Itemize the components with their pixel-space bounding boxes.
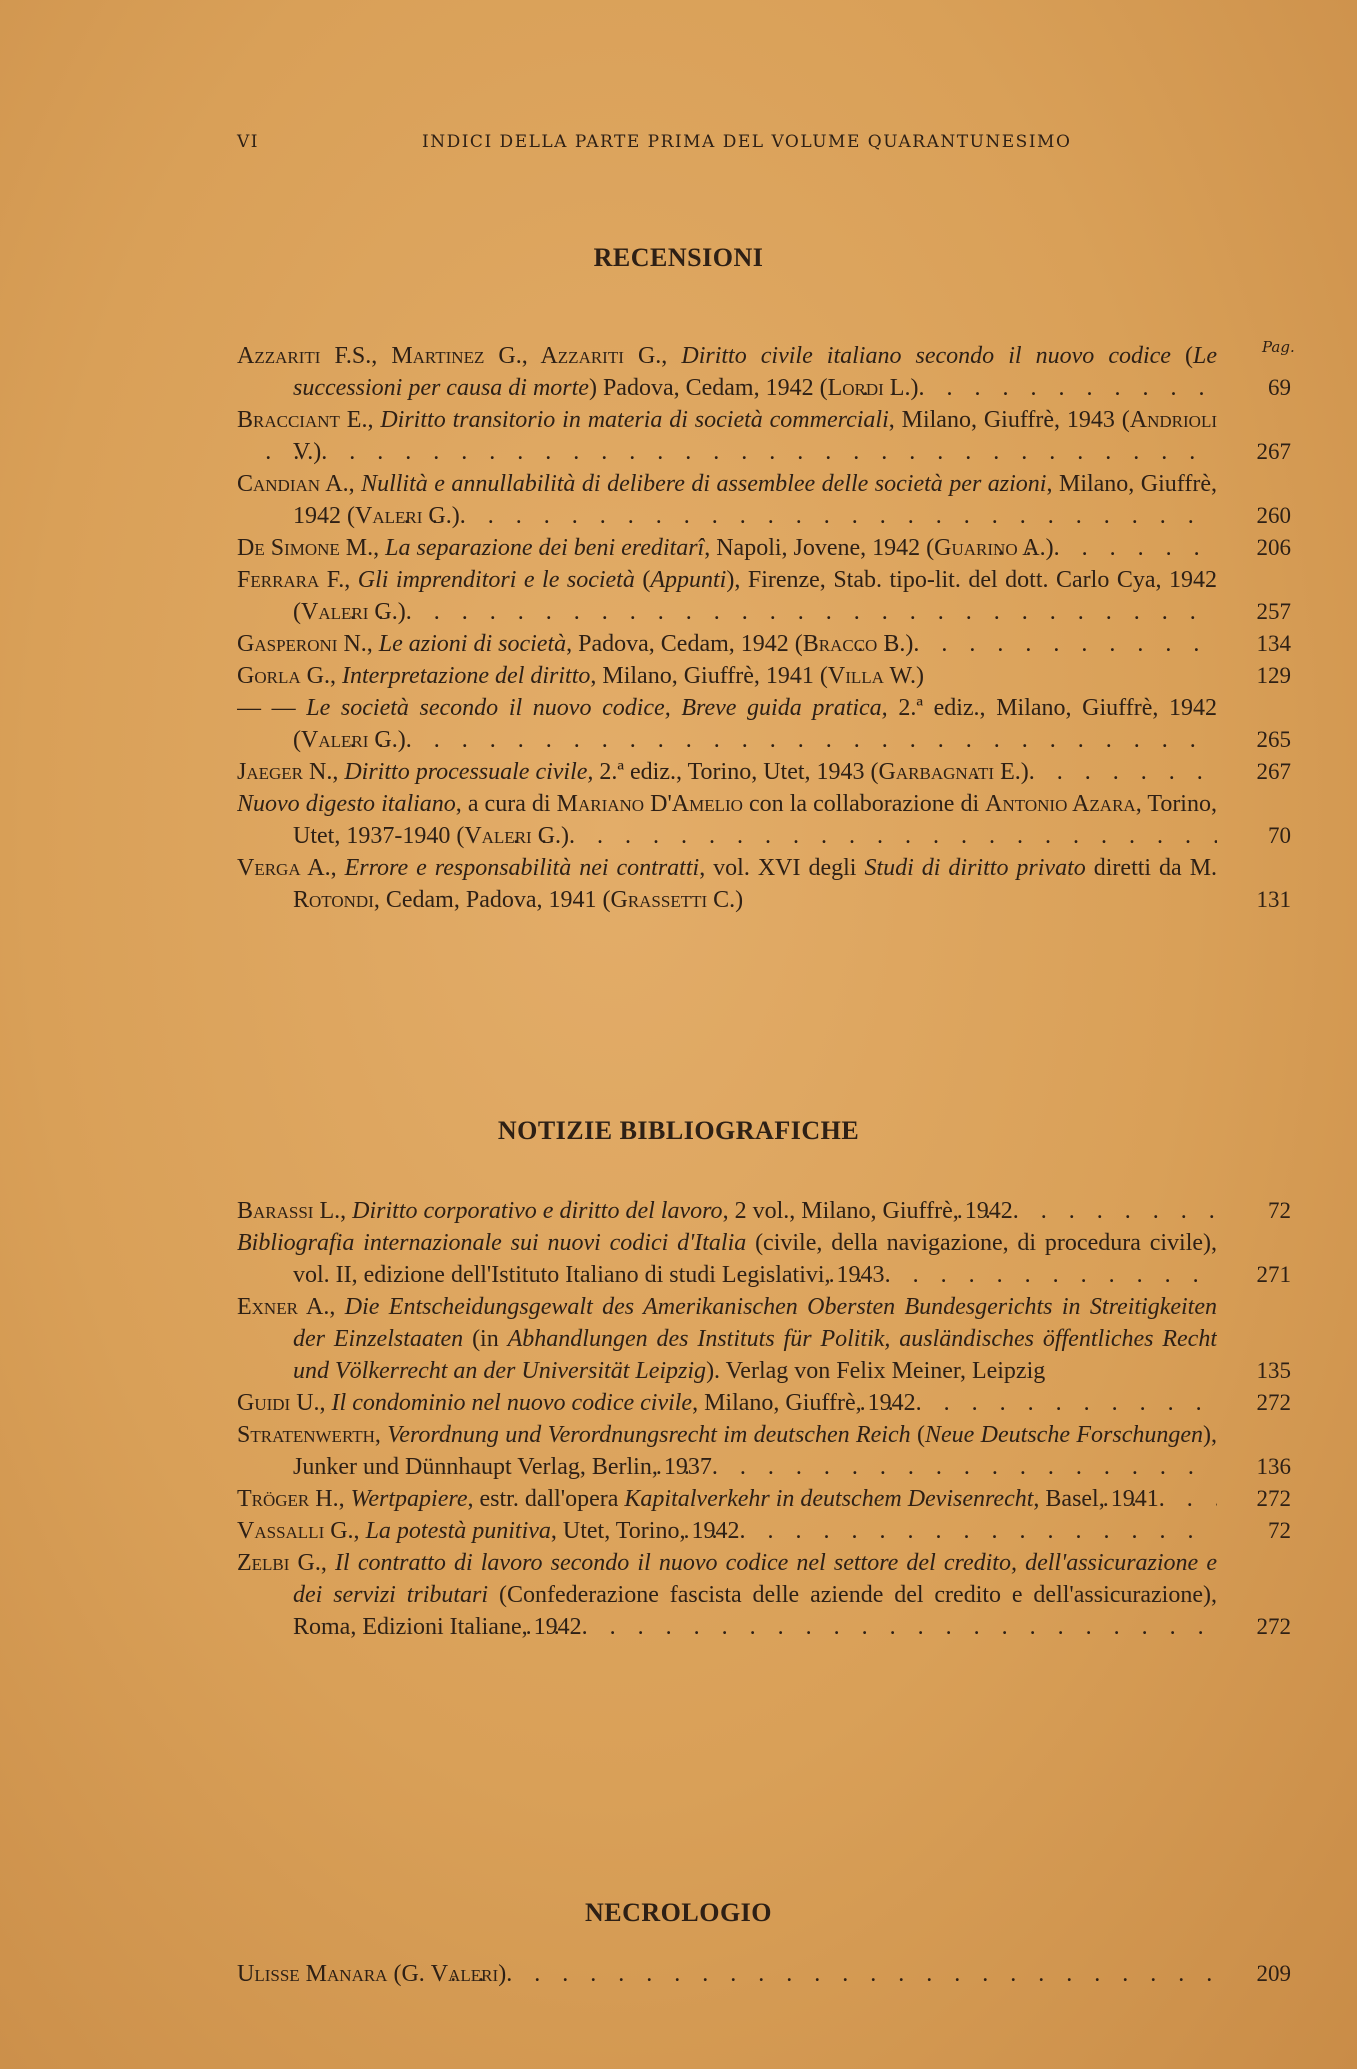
entry-title: La separazione dei beni ereditarî [385,535,705,561]
entry-detail: ) [910,375,919,401]
entry-name: Azzariti F.S., Martinez G., Azzariti G., [237,343,682,369]
page-number: 69 [1268,375,1291,400]
entry-detail: , Milano, Giuffrè, 1942 ( [293,471,1217,529]
entry-name: Bracco B. [802,631,906,657]
page-number: 257 [1256,599,1291,624]
entry-detail: con la collaborazione di [742,791,986,817]
index-entry [237,468,1297,532]
page-number: 272 [1256,1390,1291,1415]
entry-name: Vassalli G., [237,1518,366,1544]
entry-name: Stratenwerth, [237,1422,388,1448]
page-number: 267 [1256,759,1291,784]
entry-detail: ( [634,567,651,593]
entry-detail: , Basel, 1941 [1033,1486,1159,1512]
index-entry [237,1547,1297,1643]
entry-title: Interpretazione del diritto [341,663,591,689]
entry-title: Nuovo digesto italiano [237,791,456,817]
entry-title: Gli imprenditori e le società [357,567,635,593]
index-entry [237,1958,1297,1990]
entry-name: Zelbi G., [237,1550,336,1576]
entry-name: Jaeger N., [237,759,345,785]
entry-title: Wertpapiere [350,1486,468,1512]
entry-name: Valeri G. [464,823,562,849]
index-entry [237,1227,1297,1291]
entry-title: Diritto transitorio in materia di società commerciali [380,407,889,433]
entry-text [237,628,1217,660]
index-entry [237,532,1297,564]
entry-detail: 2.ª ediz., Milano, Giuffrè, 1942 ( [293,695,1217,753]
recensioni-list [237,340,1297,916]
entry-name: Valeri [430,1961,499,1987]
entry-detail: ) [313,439,322,465]
entry-text [237,532,1217,564]
entry-text [237,404,1217,468]
entry-detail: , 2 vol., Milano, Giuffrè, 1942 [722,1198,1013,1224]
index-entry [237,660,1297,692]
entry-name: Exner A., [237,1294,345,1320]
entry-name: Valeri G. [301,727,398,753]
entry-title: Errore e responsabilità nei contratti [344,855,700,881]
index-entry [237,628,1297,660]
page-number: 134 [1256,631,1291,656]
entry-name: Valeri G. [355,503,452,529]
entry-detail: (civile, della navigazione, di procedura civile), vol. II, edizione dell'Istituto Italiano di studi Legislativi, 1943 [293,1230,1217,1288]
entry-detail: ), Junker und Dünnhaupt Verlag, Berlin, 1937 [293,1422,1217,1480]
entry-name: Barassi L., [237,1198,353,1224]
index-entry [237,852,1297,916]
entry-detail: ) [1045,535,1054,561]
entry-name: Grassetti C. [610,887,736,913]
page-number: 265 [1256,727,1291,752]
entry-detail: — — [237,695,307,721]
index-entry [237,1515,1297,1547]
entry-text [237,1958,1217,1990]
entry-text [237,1515,1217,1547]
entry-name: Lordi L. [827,375,911,401]
entry-detail: ) [397,727,406,753]
index-entry [237,788,1297,852]
entry-detail: , a cura di [455,791,557,817]
entry-text [237,692,1217,756]
index-entry [237,692,1297,756]
entry-name: Andrioli V. [293,407,1217,465]
entry-text [237,1419,1217,1483]
section-title-necrologio: NECROLOGIO [584,1898,773,1927]
index-entry [237,1387,1297,1419]
entry-title: Verordnung und Verordnungsrecht im deutschen Reich [387,1422,911,1448]
entry-detail: ), Firenze, Stab. tipo-lit. del dott. Carlo Cya, 1942 ( [293,567,1217,625]
entry-text [237,660,1217,692]
entry-title: Diritto corporativo e diritto del lavoro [352,1198,723,1224]
notizie-list [237,1195,1297,1643]
index-entry [237,756,1297,788]
page-number: 267 [1256,439,1291,464]
entry-name: Bracciant E., [237,407,381,433]
entry-detail: ) [1020,759,1029,785]
entry-name: Tröger H., [237,1486,351,1512]
entry-detail: , Utet, Torino, 1942 [550,1518,740,1544]
entry-detail: , Torino, Utet, 1937-1940 ( [293,791,1217,849]
entry-title: Diritto processuale civile, [344,759,594,785]
entry-detail: , estr. dall'opera [467,1486,625,1512]
entry-name: Antonio Azara [985,791,1136,817]
page-number: 206 [1256,535,1291,560]
entry-name: M. Rotondi [293,855,1217,913]
page-number: 136 [1256,1454,1291,1479]
page-number: 72 [1268,1198,1291,1223]
entry-text [237,468,1217,532]
entry-detail: diretti da [1085,855,1190,881]
index-entry [237,340,1297,404]
entry-title: Die Entscheidungsgewalt des Amerikanischen Obersten Bundesgerichts in Streitigkeiten der Einzelstaaten [293,1294,1217,1352]
entry-detail: ) [397,599,406,625]
running-title: INDICI DELLA PARTE PRIMA DEL VOLUME QUARANTUNESIMO [422,132,1072,152]
page-number: 135 [1256,1358,1291,1383]
page-number: 272 [1256,1614,1291,1639]
entry-name: Garbagnati E. [878,759,1021,785]
entry-text [237,1387,1217,1419]
entry-title: Le società secondo il nuovo codice, Breve guida pratica, [306,695,888,721]
entry-text [237,852,1217,916]
entry-name: Candian A., [237,471,362,497]
entry-text [237,564,1217,628]
entry-detail: (Confederazione fascista delle aziende del credito e dell'assicurazione), Roma, Edizioni Italiane, 1942 [293,1582,1217,1640]
section-title-recensioni: RECENSIONI [593,243,764,272]
entry-title: La potestà punitiva [365,1518,551,1544]
page-number: 271 [1256,1262,1291,1287]
section-title-notizie-bibliografiche: NOTIZIE BIBLIOGRAFICHE [497,1116,860,1145]
page-number: 131 [1256,887,1291,912]
entry-title: Kapitalverkehr in deutschem Devisenrecht [624,1486,1034,1512]
entry-title: Neue Deutsche Forschungen [925,1422,1203,1448]
entry-title: Il condominio nel nuovo codice civile [331,1390,693,1416]
entry-detail: , Padova, Cedam, 1942 ( [566,631,803,657]
page-number: 272 [1256,1486,1291,1511]
entry-detail: , Cedam, Padova, 1941 ( [373,887,611,913]
entry-detail: ) [451,503,460,529]
entry-name: Mariano D'Amelio [556,791,743,817]
entry-detail: ) [915,663,924,689]
entry-detail: ) [561,823,570,849]
entry-detail: ) [735,887,744,913]
entry-title: Le successioni per causa di morte [293,343,1217,401]
entry-name: Guarino A. [934,535,1046,561]
entry-name: De Simone M., [237,535,386,561]
page-number: 209 [1256,1961,1291,1986]
entry-name: Valeri G. [301,599,398,625]
entry-detail: ) [498,1961,507,1987]
entry-detail: (G. [387,1961,431,1987]
entry-text [237,1195,1217,1227]
page-number: 72 [1268,1518,1291,1543]
entry-detail: , Milano, Giuffrè, 1942 [692,1390,916,1416]
entry-detail: ( [910,1422,925,1448]
entry-name: Gasperoni N., [237,631,379,657]
entry-detail: , Napoli, Jovene, 1942 ( [704,535,935,561]
index-entry [237,1483,1297,1515]
entry-text [237,788,1217,852]
page-folio: VI [237,132,259,152]
entry-detail: , vol. XVI degli [699,855,865,881]
entry-name: Villa W. [827,663,916,689]
entry-text [237,756,1217,788]
entry-text [237,1483,1217,1515]
entry-title: Il contratto di lavoro secondo il nuovo codice nel settore del credito, dell'assicurazione e dei servizi tributari [293,1550,1217,1608]
entry-name: Ferrara F., [237,567,358,593]
entry-title: Abhandlungen des Instituts für Politik, ausländisches öffentliches Recht und Völkerrecht an der Universität Leipzig [293,1326,1217,1384]
entry-detail: (in [463,1326,508,1352]
necrologio-list [237,1958,1297,1990]
page-number: 129 [1256,663,1291,688]
index-entry [237,564,1297,628]
index-entry [237,404,1297,468]
entry-name: Gorla G., [237,663,342,689]
entry-name: Ulisse Manara [237,1961,388,1987]
entry-title: Studi di diritto privato [864,855,1086,881]
entry-title: Diritto civile italiano secondo il nuovo codice [681,343,1171,369]
entry-detail: ). Verlag von Felix Meiner, Leipzig [706,1358,1046,1384]
entry-title: Le azioni di società [378,631,567,657]
entry-detail: , Milano, Giuffrè, 1941 ( [590,663,828,689]
entry-text [237,1291,1217,1387]
entry-detail: , Milano, Giuffrè, 1943 ( [888,407,1130,433]
page-column-label: Pag. [1262,338,1295,356]
entry-text [237,1547,1217,1643]
index-entry [237,1419,1297,1483]
page-number: 260 [1256,503,1291,528]
entry-detail: ( [1170,343,1194,369]
entry-name: Guidi U., [237,1390,332,1416]
entry-detail: ) Padova, Cedam, 1942 ( [588,375,828,401]
entry-title: Nullità e annullabilità di delibere di assemblee delle società per azioni [361,471,1047,497]
index-entry [237,1291,1297,1387]
entry-title: Bibliografia internazionale sui nuovi codici d'Italia [237,1230,747,1256]
entry-detail: 2.ª ediz., Torino, Utet, 1943 ( [593,759,879,785]
entry-name: Verga A., [237,855,345,881]
index-entry [237,1195,1297,1227]
entry-text [237,1227,1217,1291]
page-number: 70 [1268,823,1291,848]
entry-text [237,340,1217,404]
entry-title: Appunti [650,567,727,593]
entry-detail: ) [905,631,914,657]
